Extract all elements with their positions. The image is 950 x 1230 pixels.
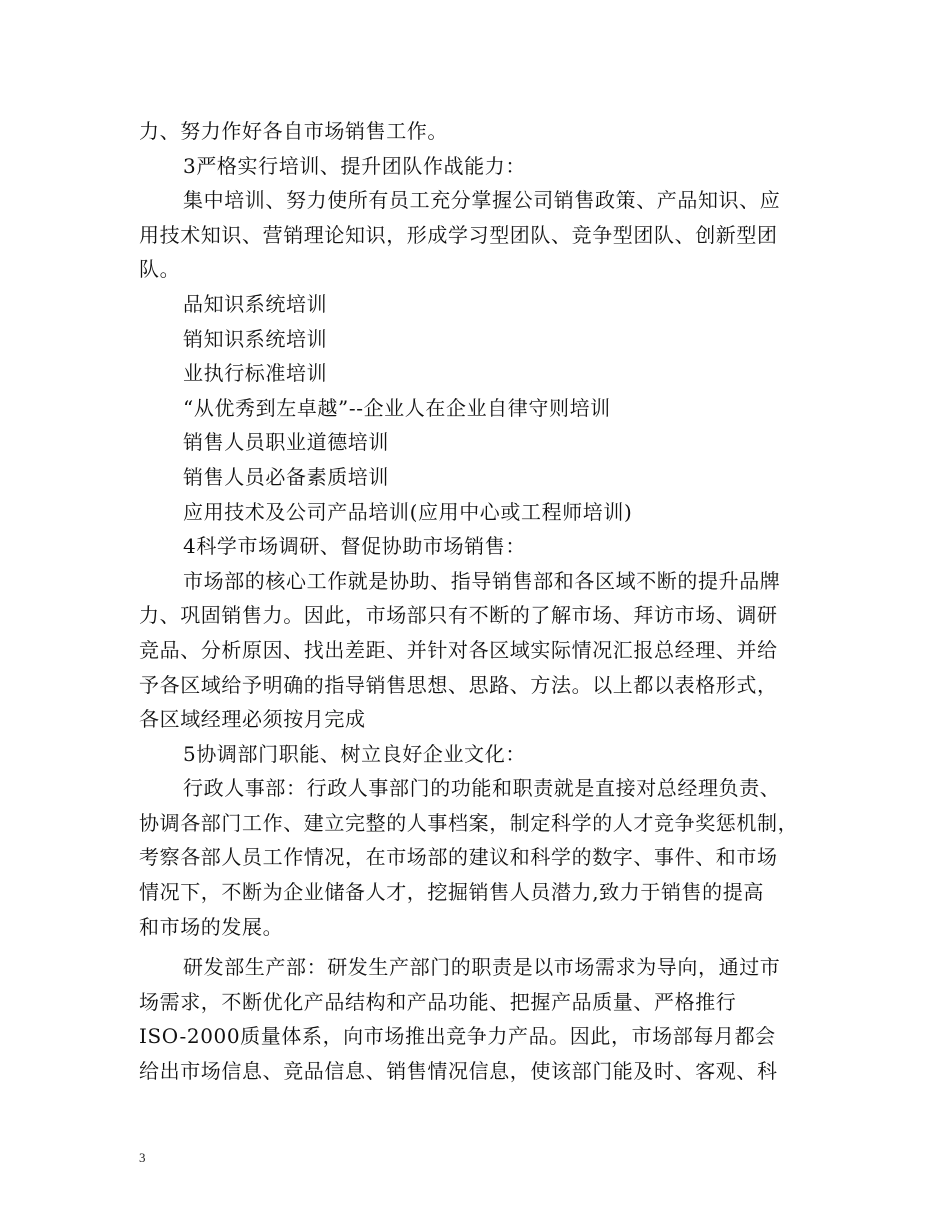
list-item: 品知识系统培训 [183,291,328,316]
document-body [139,114,819,1089]
text-line: ISO-2000质量体系，向市场推出竞争力产品。因此，市场部每月都会 [139,1024,776,1049]
text-line: 力、努力作好各自市场销售工作。 [139,119,448,143]
list-item: 销售人员必备素质培训 [183,464,389,489]
text-line: 情况下，不断为企业储备人才，挖掘销售人员潜力,致力于销售的提高 [139,880,764,905]
text-line: 给出市场信息、竞品信息、销售情况信息，使该部门能及时、客观、科 [139,1059,778,1084]
list-item: 应用技术及公司产品培训(应用中心或工程师培训) [183,499,633,524]
text-line: 和市场的发展。 [139,914,284,939]
text-line: 用技术知识、营销理论知识，形成学习型团队、竞争型团队、创新型团 [139,222,778,247]
page-number: 3 [139,1150,146,1165]
list-item: 业执行标准培训 [183,361,328,386]
text-line: 协调各部门工作、建立完整的人事档案，制定科学的人才竞争奖惩机制， [139,810,799,835]
list-item: 销知识系统培训 [183,326,328,351]
text-line: 场需求，不断优化产品结构和产品功能、把握产品质量、严格推行 [139,989,737,1014]
text-line: 予各区域给予明确的指导销售思想、思路、方法。以上都以表格形式， [139,672,778,697]
section-heading: 4科学市场调研、督促协助市场销售： [183,534,526,559]
text-line: 各区域经理必须按月完成 [139,707,366,732]
text-line: 行政人事部：行政人事部门的功能和职责就是直接对总经理负责、 [183,776,781,801]
section-heading: 5协调部门职能、树立良好企业文化： [183,741,526,766]
list-item: “从优秀到左卓越”--企业人在企业自律守则培训 [183,395,611,420]
text-line: 研发部生产部：研发生产部门的职责是以市场需求为导向，通过市 [183,955,781,980]
text-line: 竞品、分析原因、找出差距、并针对各区域实际情况汇报总经理、并给 [139,637,778,662]
section-heading: 3严格实行培训、提升团队作战能力： [183,153,526,178]
list-item: 销售人员职业道德培训 [183,430,389,455]
text-line: 力、巩固销售力。因此，市场部只有不断的了解市场、拜访市场、调研 [139,603,778,628]
text-line: 考察各部人员工作情况，在市场部的建议和科学的数字、事件、和市场 [139,845,778,870]
text-line: 市场部的核心工作就是协助、指导销售部和各区域不断的提升品牌 [183,568,781,593]
text-line: 队。 [139,257,181,282]
text-line: 集中培训、努力使所有员工充分掌握公司销售政策、产品知识、应 [183,188,781,213]
